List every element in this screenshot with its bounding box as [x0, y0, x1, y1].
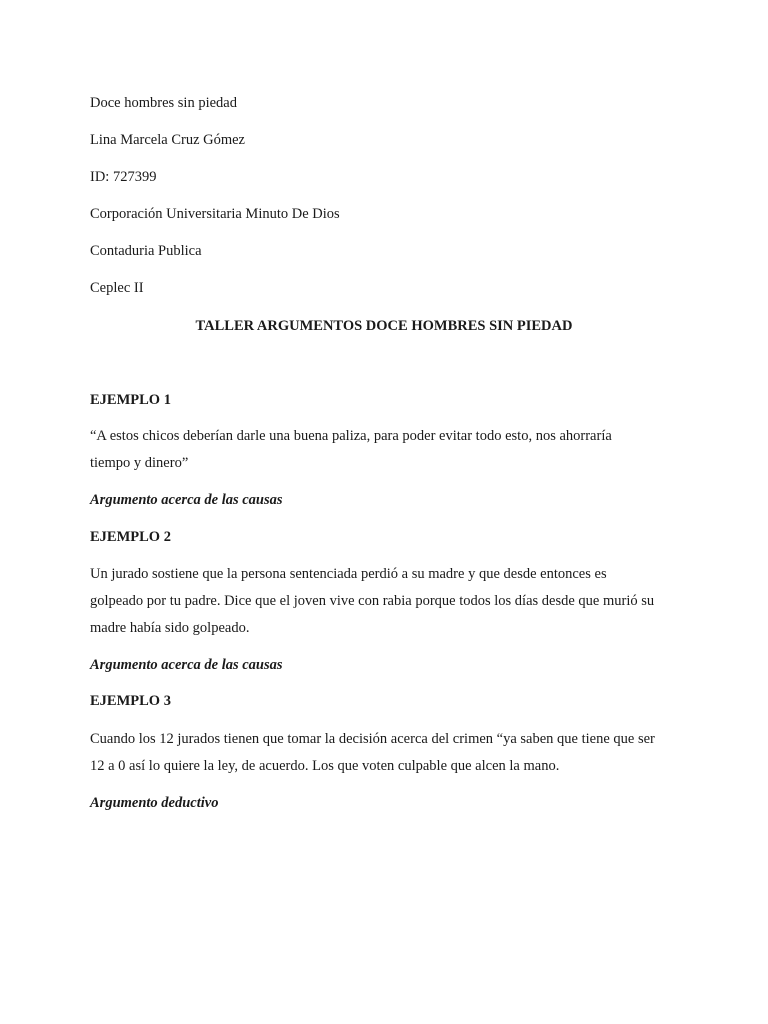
example-3-text-line-2: 12 a 0 así lo quiere la ley, de acuerdo. Los que voten culpable que alcen la mano. [90, 758, 560, 774]
example-2-text-line-1: Un jurado sostiene que la persona sentenciada perdió a su madre y que desde entonces es [90, 566, 607, 582]
program-name: Contaduria Publica [90, 243, 202, 259]
author-name: Lina Marcela Cruz Gómez [90, 132, 245, 148]
example-1-heading: EJEMPLO 1 [90, 392, 171, 408]
example-2-text [90, 561, 690, 642]
institution-name: Corporación Universitaria Minuto De Dios [90, 206, 340, 222]
document-name-line: Doce hombres sin piedad [90, 95, 237, 111]
example-1-text [90, 423, 690, 477]
document-title: TALLER ARGUMENTOS DOCE HOMBRES SIN PIEDAD [195, 318, 573, 334]
student-id: ID: 727399 [90, 169, 157, 185]
example-3-text-line-1: Cuando los 12 jurados tienen que tomar la decisión acerca del crimen “ya saben que tiene que ser [90, 731, 655, 747]
course-name: Ceplec II [90, 280, 144, 296]
example-1-argument-type: Argumento acerca de las causas [90, 492, 283, 508]
example-2-argument-type: Argumento acerca de las causas [90, 657, 283, 673]
example-3-heading: EJEMPLO 3 [90, 693, 171, 709]
example-3-text [90, 726, 690, 780]
example-1-text-line-1: “A estos chicos deberían darle una buena paliza, para poder evitar todo esto, nos ahorraría [90, 428, 612, 444]
example-1-text-line-2: tiempo y dinero” [90, 455, 189, 471]
example-2-heading: EJEMPLO 2 [90, 529, 171, 545]
example-2-text-line-3: madre había sido golpeado. [90, 620, 250, 636]
example-3-argument-type: Argumento deductivo [90, 795, 219, 811]
example-2-text-line-2: golpeado por tu padre. Dice que el joven vive con rabia porque todos los días desde que murió su [90, 593, 655, 609]
